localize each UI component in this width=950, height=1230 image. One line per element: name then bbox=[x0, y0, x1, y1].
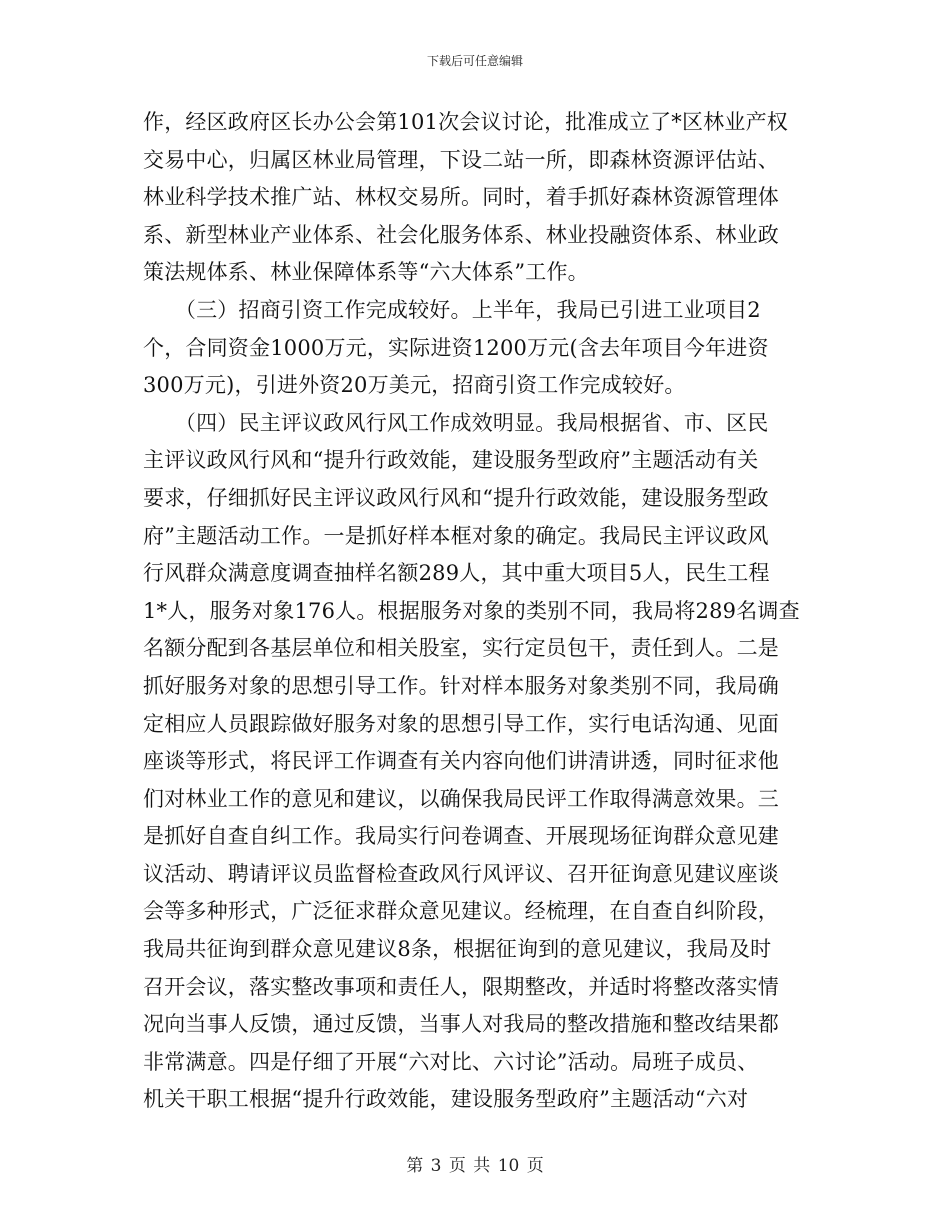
body-text-line: 召开会议，落实整改事项和责任人，限期整改，并适时将整改落实情 bbox=[143, 974, 779, 999]
body-text-line: 交易中心，归属区林业局管理，下设二站一所，即森林资源评估站、 bbox=[143, 147, 779, 172]
body-text-line: 况向当事人反馈，通过反馈，当事人对我局的整改措施和整改结果都 bbox=[143, 1012, 779, 1037]
page-header: 下载后可任意编辑 bbox=[426, 54, 523, 68]
document-body bbox=[143, 104, 803, 1119]
body-text-line: 行风群众满意度调查抽样名额289人，其中重大项目5人，民生工程 bbox=[143, 561, 770, 586]
body-text-line: 座谈等形式，将民评工作调查有关内容向他们讲清讲透，同时征求他 bbox=[143, 749, 779, 774]
body-text-line: 府”主题活动工作。一是抓好样本框对象的确定。我局民主评议政风 bbox=[143, 523, 769, 548]
body-text-line: 要求，仔细抓好民主评议政风行风和“提升行政效能，建设服务型政 bbox=[143, 485, 769, 510]
body-text-line: 1*人，服务对象176人。根据服务对象的类别不同，我局将289名调查 bbox=[143, 598, 800, 623]
body-text-line: 是抓好自查自纠工作。我局实行问卷调查、开展现场征询群众意见建 bbox=[143, 824, 779, 849]
body-text-line: 机关干职工根据“提升行政效能，建设服务型政府”主题活动“六对 bbox=[143, 1087, 749, 1112]
body-text-line: 作，经区政府区长办公会第101次会议讨论，批准成立了*区林业产权 bbox=[143, 110, 788, 134]
body-text-line: 抓好服务对象的思想引导工作。针对样本服务对象类别不同，我局确 bbox=[143, 673, 779, 698]
body-text-line: 我局共征询到群众意见建议8条，根据征询到的意见建议，我局及时 bbox=[143, 937, 772, 962]
page-footer: 第 3 页 共 10 页 bbox=[406, 1156, 544, 1176]
body-text-line: 策法规体系、林业保障体系等“六大体系”工作。 bbox=[143, 260, 589, 285]
body-text-line: 定相应人员跟踪做好服务对象的思想引导工作，实行电话沟通、见面 bbox=[143, 711, 779, 736]
body-text-line: 议活动、聘请评议员监督检查政风行风评议、召开征询意见建议座谈 bbox=[143, 861, 779, 886]
body-text-line: 个，合同资金1000万元，实际进资1200万元(含去年项目今年进资 bbox=[143, 335, 769, 360]
body-text-line: 会等多种形式，广泛征求群众意见建议。经梳理，在自查自纠阶段， bbox=[143, 899, 779, 924]
body-text-line: （四）民主评议政风行风工作成效明显。我局根据省、市、区民 bbox=[143, 410, 769, 435]
body-text-line: 300万元)，引进外资20万美元，招商引资工作完成较好。 bbox=[143, 373, 686, 398]
body-text-line: 们对林业工作的意见和建议，以确保我局民评工作取得满意效果。三 bbox=[143, 786, 779, 811]
body-text-line: 主评议政风行风和“提升行政效能，建设服务型政府”主题活动有关 bbox=[143, 448, 759, 473]
body-text-line: 非常满意。四是仔细了开展“六对比、六讨论”活动。局班子成员、 bbox=[143, 1049, 759, 1074]
body-text-line: 名额分配到各基层单位和相关股室，实行定员包干，责任到人。二是 bbox=[143, 636, 779, 661]
body-text-line: （三）招商引资工作完成较好。上半年，我局已引进工业项目2 bbox=[143, 297, 761, 322]
body-text-line: 林业科学技术推广站、林权交易所。同时，着手抓好森林资源管理体 bbox=[143, 185, 779, 210]
body-text-line: 系、新型林业产业体系、社会化服务体系、林业投融资体系、林业政 bbox=[143, 222, 779, 247]
